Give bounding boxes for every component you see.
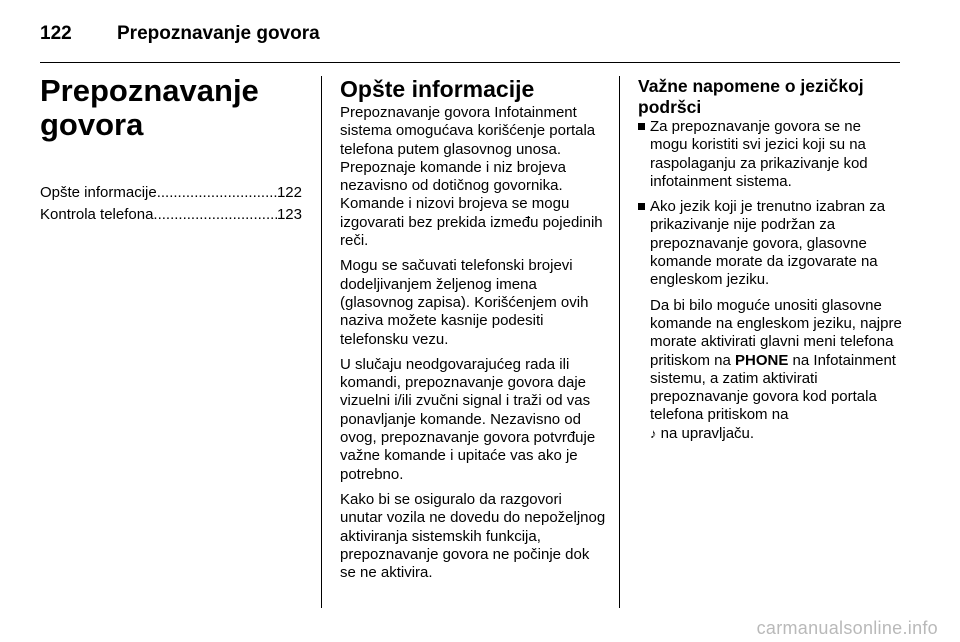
bullet-item bbox=[638, 118, 902, 191]
continuation-text: na Infotainment sistemu, a zatim aktivirati prepoznavanje govora kod portala telefona pritiskom na bbox=[650, 351, 896, 424]
toc-leader bbox=[157, 182, 277, 204]
column-divider bbox=[619, 76, 620, 608]
chapter-title-line1: Prepoznavanje bbox=[40, 73, 259, 108]
continuation-text: na upravljaču. bbox=[660, 424, 755, 442]
page-header bbox=[40, 22, 320, 46]
column-divider bbox=[321, 76, 322, 608]
bullet-text: Za prepoznavanje govora se ne mogu koristiti svi jezici koji su na raspolaganju za prikazivanje kod infotainment sistema. bbox=[650, 118, 868, 190]
table-of-contents bbox=[40, 182, 302, 226]
paragraph: Kako bi se osiguralo da razgovori unutar vozila ne dovedu do nepoželjnog aktiviranja sistemskih funkcija, prepoznavanje govora ne počinje dok se ne aktivira. bbox=[340, 490, 606, 582]
general-info-column bbox=[340, 76, 606, 589]
toc-entry-general[interactable] bbox=[40, 182, 302, 204]
paragraph: Mogu se sačuvati telefonski brojevi dodeljivanjem željenog imena (glasovnog zapisa). Korišćenjem ovih naziva možete kasnije podesiti telefonsku vezu. bbox=[340, 257, 589, 348]
toc-page: 123 bbox=[276, 206, 302, 223]
language-notes-column bbox=[638, 76, 902, 450]
bullet-square-icon bbox=[638, 123, 645, 130]
phone-icon: ♪ bbox=[650, 425, 657, 441]
toc-entry-phone-control[interactable] bbox=[40, 204, 302, 226]
toc-page: 122 bbox=[276, 184, 302, 201]
page-number: 122 bbox=[40, 23, 72, 44]
section-title: Opšte informacije bbox=[340, 76, 535, 102]
bullet-square-icon bbox=[638, 203, 645, 210]
continuation-text: Da bi bilo moguće unositi glasovne komande na engleskom jeziku, najpre morate aktivirati glavni meni telefona pritiskom na bbox=[650, 296, 902, 369]
chapter-column bbox=[40, 70, 302, 226]
paragraph: Prepoznavanje govora Infotainment sistema omogućava korišćenje portala telefona putem glasovnog unosa. Prepoznaje komande i niz brojeva nezavisno od dotičnog govornika. Komande i nizovi brojeva se mogu izgovarati bez prekida između pojedinih reči. bbox=[340, 104, 603, 250]
phone-key-label: PHONE bbox=[735, 351, 789, 369]
toc-label: Kontrola telefona bbox=[40, 206, 154, 223]
paragraph: U slučaju neodgovarajućeg rada ili komandi, prepoznavanje govora daje vizuelni i/ili zvučni signal i traži od vas ponavljanje komande. Nezavisno od ovog, prepoznavanje govora potvrđuje važne komande i upitaće vas ako je potrebno. bbox=[340, 355, 596, 483]
bullet-item bbox=[638, 198, 902, 289]
header-rule bbox=[40, 62, 900, 63]
subsection-title: Važne napomene o jezičkoj podršci bbox=[638, 76, 864, 117]
toc-leader bbox=[153, 204, 277, 226]
toc-label: Opšte informacije bbox=[40, 184, 157, 201]
bullet-continuation bbox=[650, 297, 902, 443]
bullet-text: Ako jezik koji je trenutno izabran za prikazivanje nije podržan za prepoznavanje govora, glasovne komande morate da izgovarate na engleskom jeziku. bbox=[650, 198, 886, 289]
header-title: Prepoznavanje govora bbox=[117, 23, 320, 44]
chapter-title bbox=[40, 74, 302, 142]
chapter-title-line2: govora bbox=[40, 107, 144, 142]
watermark: carmanualsonline.info bbox=[756, 618, 938, 638]
